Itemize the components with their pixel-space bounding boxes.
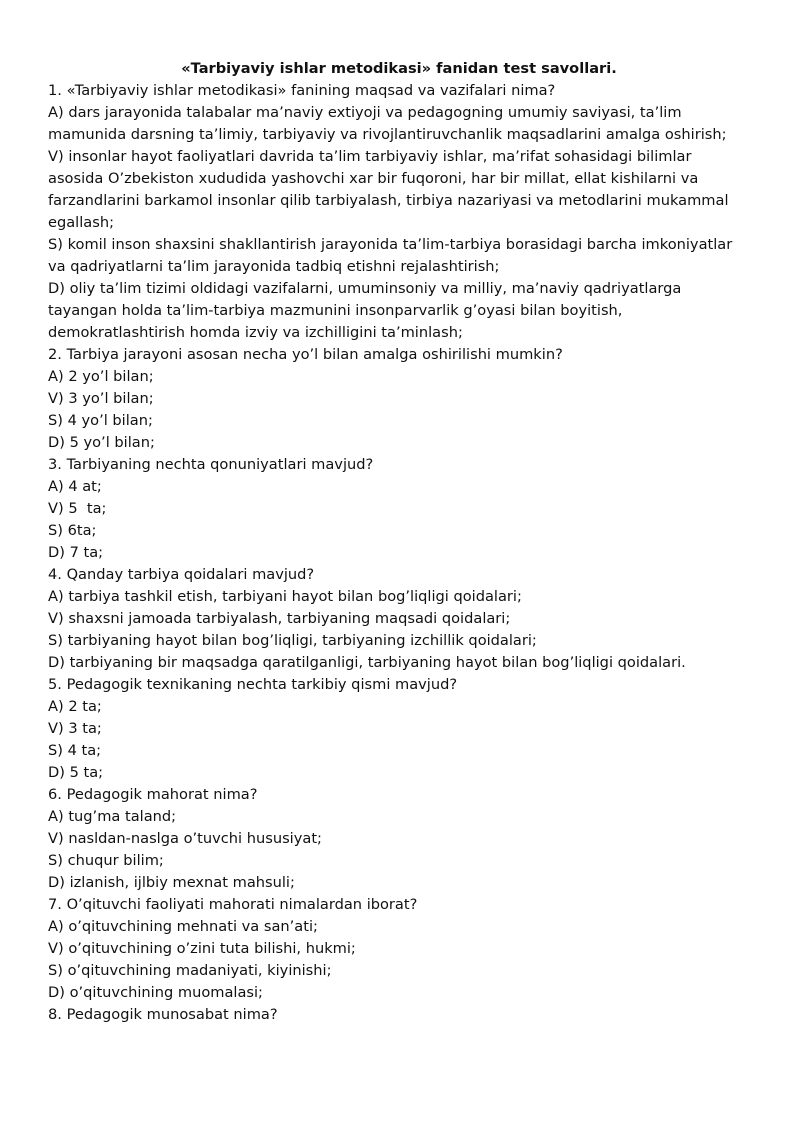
answer-option: D) izlanish, ijlbiy mexnat mahsuli; bbox=[48, 874, 295, 891]
answer-option: D) 5 yo’l bilan; bbox=[48, 434, 155, 451]
answer-option: A) dars jarayonida talabalar ma’naviy extiyoji va pedagogning umumiy saviyasi, ta’lim mamunida darsning ta’limiy, tarbiyaviy va rivojlantiruvchanlik maqsadlarini amalga oshirish; bbox=[48, 104, 727, 143]
answer-option: A) 4 at; bbox=[48, 478, 102, 495]
answer-option: V) 5 ta; bbox=[48, 500, 107, 517]
question-text: 2. Tarbiya jarayoni asosan necha yo’l bilan amalga oshirilishi mumkin? bbox=[48, 346, 563, 363]
answer-option: V) o’qituvchining o’zini tuta bilishi, hukmi; bbox=[48, 940, 356, 957]
question-text: 4. Qanday tarbiya qoidalari mavjud? bbox=[48, 566, 315, 583]
answer-option: V) nasldan-naslga o’tuvchi hususiyat; bbox=[48, 830, 322, 847]
document-title: «Tarbiyaviy ishlar metodikasi» fanidan test savollari. bbox=[181, 60, 617, 77]
answer-option: V) shaxsni jamoada tarbiyalash, tarbiyaning maqsadi qoidalari; bbox=[48, 610, 511, 627]
answer-option: S) tarbiyaning hayot bilan bog’liqligi, tarbiyaning izchillik qoidalari; bbox=[48, 632, 537, 649]
answer-option: D) oliy ta’lim tizimi oldidagi vazifalarni, umuminsoniy va milliy, ma’naviy qadriyatlarga tayangan holda ta’lim-tarbiya mazmunini insonparvarlik g’oyasi bilan boyitish, demokratlashtirish homda izviy va izchilligini ta’minlash; bbox=[48, 280, 682, 341]
answer-option: A) tarbiya tashkil etish, tarbiyani hayot bilan bog’liqligi qoidalari; bbox=[48, 588, 522, 605]
answer-option: S) 4 ta; bbox=[48, 742, 102, 759]
question-text: 6. Pedagogik mahorat nima? bbox=[48, 786, 258, 803]
question-text: 5. Pedagogik texnikaning nechta tarkibiy qismi mavjud? bbox=[48, 676, 458, 693]
answer-option: V) 3 yo’l bilan; bbox=[48, 390, 154, 407]
answer-option: A) o’qituvchining mehnati va san’ati; bbox=[48, 918, 318, 935]
answer-option: D) o’qituvchining muomalasi; bbox=[48, 984, 263, 1001]
question-text: 1. «Tarbiyaviy ishlar metodikasi» fanining maqsad va vazifalari nima? bbox=[48, 82, 556, 99]
question-block bbox=[48, 564, 738, 674]
answer-option: S) komil inson shaxsini shakllantirish jarayonida ta’lim-tarbiya borasidagi barcha imkoniyatlar va qadriyatlarni ta’lim jarayonida tadbiq etishni rejalashtirish; bbox=[48, 236, 733, 275]
question-text: 7. O’qituvchi faoliyati mahorati nimalardan iborat? bbox=[48, 896, 418, 913]
answer-option: A) tug’ma taland; bbox=[48, 808, 177, 825]
question-block bbox=[48, 344, 738, 454]
answer-option: A) 2 ta; bbox=[48, 698, 102, 715]
answer-option: V) 3 ta; bbox=[48, 720, 102, 737]
question-text: 3. Tarbiyaning nechta qonuniyatlari mavjud? bbox=[48, 456, 374, 473]
question-block bbox=[48, 80, 738, 344]
question-text: 8. Pedagogik munosabat nima? bbox=[48, 1006, 278, 1023]
question-block bbox=[48, 1004, 738, 1026]
answer-option: S) 6ta; bbox=[48, 522, 97, 539]
question-block bbox=[48, 894, 738, 1004]
document-page bbox=[48, 58, 738, 1026]
answer-option: V) insonlar hayot faoliyatlari davrida ta’lim tarbiyaviy ishlar, ma’rifat sohasidagi bilimlar asosida O’zbekiston xududida yashovchi xar bir fuqoroni, har bir millat, ellat kishilarni va farzandlarini barkamol insonlar qilib tarbiyalash, tirbiya nazariyasi va metodlarini mukammal egallash; bbox=[48, 148, 729, 231]
answer-option: D) 7 ta; bbox=[48, 544, 104, 561]
answer-option: D) 5 ta; bbox=[48, 764, 104, 781]
question-block bbox=[48, 454, 738, 564]
answer-option: S) chuqur bilim; bbox=[48, 852, 164, 869]
question-block bbox=[48, 784, 738, 894]
answer-option: S) 4 yo’l bilan; bbox=[48, 412, 153, 429]
answer-option: A) 2 yo’l bilan; bbox=[48, 368, 154, 385]
answer-option: S) o’qituvchining madaniyati, kiyinishi; bbox=[48, 962, 332, 979]
answer-option: D) tarbiyaning bir maqsadga qaratilganligi, tarbiyaning hayot bilan bog’liqligi qoidalari. bbox=[48, 654, 686, 671]
question-block bbox=[48, 674, 738, 784]
